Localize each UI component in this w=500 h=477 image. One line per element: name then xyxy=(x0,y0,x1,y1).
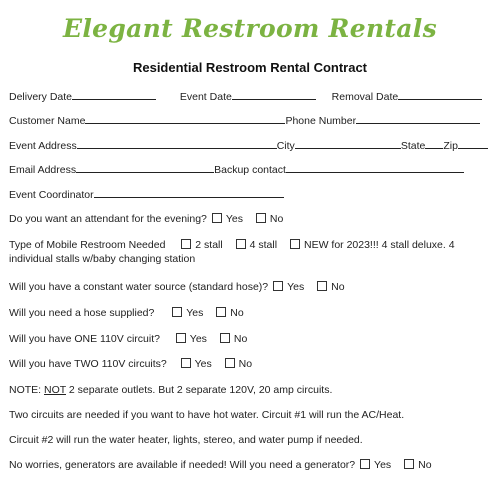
one-circuit-no-checkbox[interactable] xyxy=(220,333,230,343)
two-circuits-no-checkbox[interactable] xyxy=(225,358,235,368)
circuit-note-1: Two circuits are needed if you want to have hot water. Circuit #1 will run the AC/Heat. xyxy=(9,409,405,421)
one-circuit-question xyxy=(9,332,497,346)
generator-no-checkbox[interactable] xyxy=(404,459,414,469)
circuit-note-2: Circuit #2 will run the water heater, lights, stereo, and water pump if needed. xyxy=(9,434,363,446)
two-circuits-question xyxy=(9,357,497,371)
dates-row xyxy=(9,89,497,104)
hose-text: Will you need a hose supplied? xyxy=(9,307,155,319)
attendant-no-label: No xyxy=(269,213,284,225)
restroom-type-text: Type of Mobile Restroom Needed xyxy=(9,239,166,251)
deluxe-stall-label: NEW for 2023!!! 4 stall deluxe. 4 individual stalls w/baby changing station xyxy=(9,239,455,265)
water-source-question xyxy=(9,280,497,294)
city-label: City xyxy=(276,140,295,152)
one-circuit-no-label: No xyxy=(233,333,248,345)
event-address-field[interactable] xyxy=(77,138,277,149)
company-logo-text: Elegant Restroom Rentals xyxy=(63,14,437,43)
attendant-question-text: Do you want an attendant for the evening? xyxy=(9,213,207,225)
removal-date-label: Removal Date xyxy=(331,91,399,103)
water-yes-label: Yes xyxy=(287,281,305,293)
hose-no-label: No xyxy=(230,307,244,319)
event-date-field[interactable] xyxy=(232,89,316,100)
two-stall-checkbox[interactable] xyxy=(181,239,191,249)
customer-name-label: Customer Name xyxy=(9,115,86,127)
phone-number-field[interactable] xyxy=(356,113,480,124)
form-title: Residential Restroom Rental Contract xyxy=(132,60,368,75)
note-outlets xyxy=(9,383,497,397)
backup-contact-label: Backup contact xyxy=(214,164,286,176)
backup-contact-field[interactable] xyxy=(286,162,464,173)
one-circuit-text: Will you have ONE 110V circuit? xyxy=(9,333,160,345)
note-not-emphasis: NOT xyxy=(44,384,66,396)
email-row xyxy=(9,162,497,177)
hose-yes-checkbox[interactable] xyxy=(172,307,182,317)
removal-date-field[interactable] xyxy=(398,89,482,100)
delivery-date-label: Delivery Date xyxy=(9,91,73,103)
email-address-label: Email Address xyxy=(9,164,77,176)
attendant-yes-label: Yes xyxy=(225,213,243,225)
event-coordinator-field[interactable] xyxy=(94,187,284,198)
event-date-label: Event Date xyxy=(179,91,232,103)
four-stall-label: 4 stall xyxy=(249,239,278,251)
water-no-label: No xyxy=(331,281,345,293)
generator-no-label: No xyxy=(418,459,432,471)
coordinator-row xyxy=(9,187,497,202)
restroom-type-question xyxy=(9,238,493,266)
two-circuits-text: Will you have TWO 110V circuits? xyxy=(9,358,167,370)
zip-label: Zip xyxy=(443,140,458,152)
phone-number-label: Phone Number xyxy=(285,115,357,127)
customer-name-field[interactable] xyxy=(85,113,285,124)
water-no-checkbox[interactable] xyxy=(317,281,327,291)
state-field[interactable] xyxy=(425,138,443,149)
city-field[interactable] xyxy=(295,138,401,149)
state-label: State xyxy=(400,140,426,152)
attendant-yes-checkbox[interactable] xyxy=(212,213,222,223)
one-circuit-yes-label: Yes xyxy=(189,333,207,345)
generator-text: No worries, generators are available if needed! Will you need a generator? xyxy=(9,459,356,471)
water-source-text: Will you have a constant water source (standard hose)? xyxy=(9,281,269,293)
one-circuit-yes-checkbox[interactable] xyxy=(176,333,186,343)
note-rest: 2 separate outlets. But 2 separate 120V, 20 amp circuits. xyxy=(66,384,333,396)
hose-no-checkbox[interactable] xyxy=(216,307,226,317)
two-circuits-yes-checkbox[interactable] xyxy=(181,358,191,368)
two-stall-label: 2 stall xyxy=(195,239,223,251)
hose-yes-label: Yes xyxy=(186,307,204,319)
water-yes-checkbox[interactable] xyxy=(273,281,283,291)
generator-yes-checkbox[interactable] xyxy=(360,459,370,469)
delivery-date-field[interactable] xyxy=(72,89,156,100)
two-circuits-no-label: No xyxy=(238,358,253,370)
two-circuits-yes-label: Yes xyxy=(194,358,212,370)
address-row xyxy=(9,138,497,153)
customer-row xyxy=(9,113,497,128)
generator-yes-label: Yes xyxy=(374,459,392,471)
email-address-field[interactable] xyxy=(76,162,214,173)
event-address-label: Event Address xyxy=(9,140,77,152)
attendant-question xyxy=(9,212,497,226)
zip-field[interactable] xyxy=(458,138,488,149)
event-coordinator-label: Event Coordinator xyxy=(9,189,94,201)
generator-question xyxy=(9,458,497,472)
deluxe-stall-checkbox[interactable] xyxy=(290,239,300,249)
attendant-no-checkbox[interactable] xyxy=(256,213,266,223)
four-stall-checkbox[interactable] xyxy=(236,239,246,249)
note-prefix: NOTE: xyxy=(9,384,45,396)
hose-question xyxy=(9,306,497,320)
